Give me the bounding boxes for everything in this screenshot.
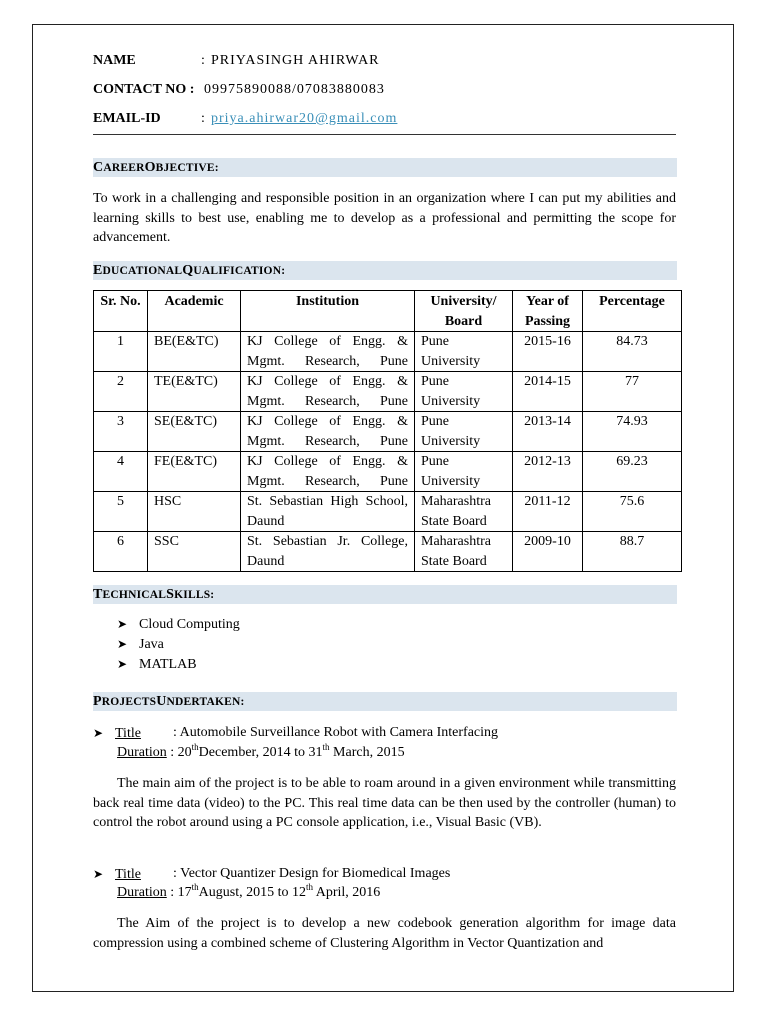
project-title-row (93, 723, 141, 744)
cell-sr-no: 1 (94, 332, 148, 372)
cell-sr-no: 3 (94, 412, 148, 452)
project-description: The Aim of the project is to develop a new codebook generation algorithm for image data compression using a combined scheme of Clustering Algorithm in Vector Quantization and (93, 916, 676, 951)
cell-academic: SE(E&TC) (148, 412, 241, 452)
table-row (94, 492, 682, 532)
cell-sr-no: 2 (94, 372, 148, 412)
cell-percentage: 69.23 (583, 452, 682, 492)
arrow-bullet-icon: ➤ (117, 637, 128, 651)
column-header-sr-no: Sr. No. (94, 291, 148, 332)
cell-sr-no: 4 (94, 452, 148, 492)
project-description: The main aim of the project is to be able to roam around in a given environment while transmitting back real time data (video) to the PC. This real time data can be then used by the controller (human) to control the robot around using a PC console application, i.e., Visual Basic (VB). (93, 776, 676, 830)
title-label: Title (115, 867, 141, 882)
cell-sr-no: 5 (94, 492, 148, 532)
ordinal-suffix: th (191, 882, 199, 892)
cell-percentage: 74.93 (583, 412, 682, 452)
column-header-board: University/ Board (415, 291, 513, 332)
project-title-row (93, 864, 141, 885)
skills-list (117, 614, 240, 674)
duration-label: Duration (117, 745, 167, 760)
duration-separator: : (170, 885, 175, 900)
section-heading-career-objective (93, 158, 677, 177)
cell-board: Pune University (415, 332, 513, 372)
heading-initial: E (93, 263, 103, 278)
cell-year: 2009-10 (513, 532, 583, 572)
column-header-year: Year of Passing (513, 291, 583, 332)
heading-rest: UALIFICATION: (193, 265, 286, 277)
duration-start-day: 17 (177, 885, 192, 900)
contact-value: 09975890088/07083880083 (204, 82, 385, 97)
skill-label: Java (139, 637, 164, 652)
heading-initial: O (144, 160, 156, 175)
heading-rest: AREER (103, 162, 145, 174)
list-item (117, 634, 240, 654)
heading-rest: ROJECTS (101, 696, 157, 708)
arrow-bullet-icon: ➤ (117, 617, 128, 631)
duration-text: December, 2014 to 31 (198, 745, 323, 760)
header-divider (93, 134, 676, 135)
cell-institution: KJ College of Engg. & Mgmt. Research, Pune (241, 372, 415, 412)
heading-initial: Q (182, 263, 194, 278)
cell-academic: BE(E&TC) (148, 332, 241, 372)
section-heading-education (93, 261, 677, 280)
cell-board: Pune University (415, 372, 513, 412)
heading-initial: C (93, 160, 104, 175)
duration-label: Duration (117, 885, 167, 900)
heading-initial: U (156, 694, 167, 709)
cell-percentage: 88.7 (583, 532, 682, 572)
cell-academic: SSC (148, 532, 241, 572)
cell-percentage: 75.6 (583, 492, 682, 532)
duration-text: August, 2015 to 12 (198, 885, 307, 900)
cell-year: 2014-15 (513, 372, 583, 412)
cell-percentage: 77 (583, 372, 682, 412)
cell-institution: KJ College of Engg. & Mgmt. Research, Pune (241, 332, 415, 372)
cell-year: 2013-14 (513, 412, 583, 452)
heading-rest: DUCATIONAL (102, 265, 183, 277)
heading-rest: ECHNICAL (102, 589, 167, 601)
cell-institution: St. Sebastian High School, Daund (241, 492, 415, 532)
ordinal-suffix: th (306, 882, 314, 892)
list-item (117, 614, 240, 634)
cell-board: Maharashtra State Board (415, 532, 513, 572)
section-heading-technical-skills (93, 585, 677, 604)
name-value: PRIYASINGH AHIRWAR (211, 53, 380, 68)
heading-initial: S (166, 587, 175, 602)
table-row (94, 412, 682, 452)
cell-institution: KJ College of Engg. & Mgmt. Research, Pune (241, 412, 415, 452)
list-item (117, 654, 240, 674)
duration-end: April, 2016 (313, 885, 381, 900)
table-row (94, 332, 682, 372)
section-heading-projects (93, 692, 677, 711)
skill-label: MATLAB (139, 657, 197, 672)
cell-board: Maharashtra State Board (415, 492, 513, 532)
arrow-bullet-icon: ➤ (117, 657, 128, 671)
email-separator: : (201, 111, 205, 126)
duration-separator: : (170, 745, 175, 760)
cell-year: 2011-12 (513, 492, 583, 532)
table-row (94, 532, 682, 572)
skill-label: Cloud Computing (139, 617, 240, 632)
cell-sr-no: 6 (94, 532, 148, 572)
cell-academic: TE(E&TC) (148, 372, 241, 412)
project-title: : Vector Quantizer Design for Biomedical Images (173, 866, 451, 881)
heading-initial: P (93, 694, 102, 709)
heading-rest: NDERTAKEN: (166, 696, 245, 708)
arrow-bullet-icon: ➤ (93, 867, 104, 881)
title-label: Title (115, 726, 141, 741)
education-table-body (94, 332, 682, 572)
name-label: NAME (93, 53, 136, 68)
email-label: EMAIL-ID (93, 111, 161, 126)
heading-initial: T (93, 587, 103, 602)
project-duration-row (117, 883, 380, 903)
name-separator: : (201, 53, 205, 68)
cell-academic: FE(E&TC) (148, 452, 241, 492)
arrow-bullet-icon: ➤ (93, 726, 104, 740)
ordinal-suffix: th (191, 742, 199, 752)
duration-end: March, 2015 (329, 745, 405, 760)
contact-label: CONTACT NO : (93, 82, 195, 97)
ordinal-suffix: th (322, 742, 330, 752)
column-header-percentage: Percentage (583, 291, 682, 332)
heading-rest: KILLS: (174, 589, 215, 601)
cell-institution: KJ College of Engg. & Mgmt. Research, Pune (241, 452, 415, 492)
cell-board: Pune University (415, 452, 513, 492)
column-header-institution: Institution (241, 291, 415, 332)
table-row (94, 452, 682, 492)
cell-year: 2012-13 (513, 452, 583, 492)
cell-year: 2015-16 (513, 332, 583, 372)
project-title: : Automobile Surveillance Robot with Camera Interfacing (173, 725, 499, 740)
heading-rest: BJECTIVE: (155, 162, 219, 174)
career-objective-text: To work in a challenging and responsible position in an organization where I can put my abilities and learning skills to best use, enabling me to develop as a professional and permitting the scope for advancement. (93, 191, 676, 245)
email-link[interactable]: priya.ahirwar20@gmail.com (211, 111, 398, 126)
table-header-row (94, 291, 682, 332)
cell-percentage: 84.73 (583, 332, 682, 372)
table-row (94, 372, 682, 412)
duration-start-day: 20 (177, 745, 192, 760)
education-table (93, 290, 682, 572)
column-header-academic: Academic (148, 291, 241, 332)
project-duration-row (117, 743, 405, 763)
cell-institution: St. Sebastian Jr. College, Daund (241, 532, 415, 572)
cell-board: Pune University (415, 412, 513, 452)
cell-academic: HSC (148, 492, 241, 532)
